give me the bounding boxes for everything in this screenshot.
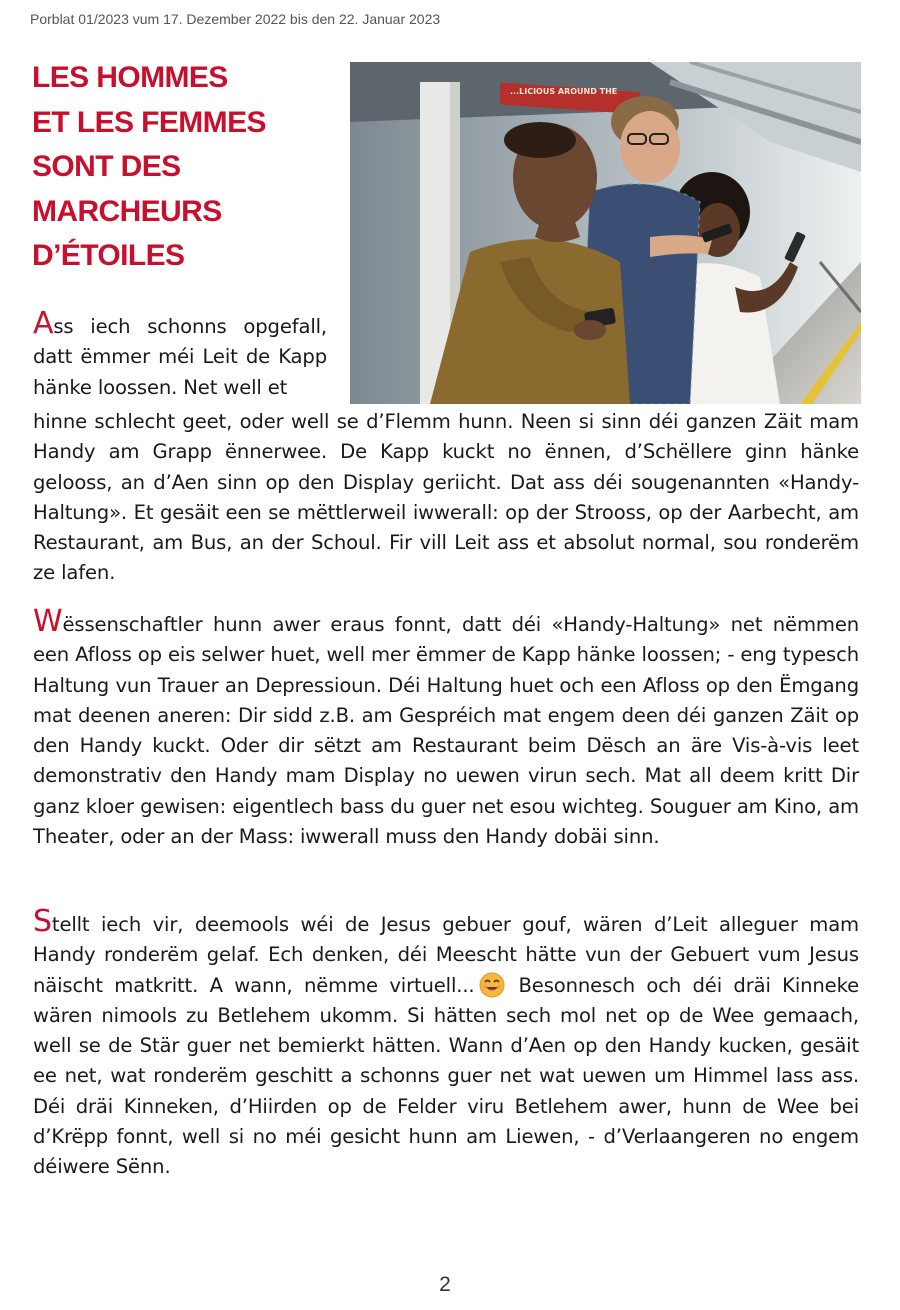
page-header: Porblat 01/2023 vum 17. Dezember 2022 bis den 22. Januar 2023 [30, 11, 441, 27]
paragraph-1-text-a: ss iech schonns opgefall, datt ëmmer méi Leit de Kapp hänke loossen. Net well et [33, 315, 327, 399]
paragraph-2 [33, 604, 859, 852]
page-number: 2 [439, 1273, 451, 1296]
dropcap-a: A [33, 306, 54, 341]
photo-sign-text: ...LICIOUS AROUND THE [510, 87, 618, 96]
paragraph-3-text-before: tellt iech vir, deemools wéi de Jesus gebuer gouf, wären d’Leit alleguer mam Handy ronderëm gelaf. Ech denken, déi Meescht hätte vun der Gebuert vum Jesus näischt matkritt. A wann, nëmme virtuell... [33, 913, 859, 997]
title-line: MARCHEURS [32, 194, 222, 228]
title-line: ET LES FEMMES [32, 105, 266, 139]
paragraph-3 [33, 904, 859, 1183]
dropcap-s: S [33, 904, 52, 939]
paragraph-2-text: ëssenschaftler hunn awer eraus fonnt, datt déi «Handy-Haltung» net nëmmen een Afloss op eis selwer huet, well mer ëmmer de Kapp hänke loossen; - eng typesch Haltung vun Trauer an Depressioun. Déi Haltung huet och een Afloss op den Ëmgang mat deenen aneren: Dir sidd z.B. am Gespréich mat engem deen déi ganzen Zäit op den Handy kuckt. Oder dir sëtzt am Restaurant beim Dësch an äre Vis-à-vis leet demonstrativ den Handy mam Display no uewen virun sech. Mat all deem kritt Dir ganz kloer gewisen: eigentlech bass du guer net esou wichteg. Souguer am Kino, am Theater, oder an der Mass: iwwerall muss den Handy dobäi sinn. [33, 613, 859, 849]
paragraph-1-intro [33, 306, 327, 403]
winking-smiley-icon [479, 972, 505, 998]
title-line: LES HOMMES [32, 61, 228, 94]
article-photo [350, 62, 861, 404]
article-title [32, 56, 332, 279]
dropcap-w: W [33, 604, 63, 639]
photo-people-with-phones [350, 62, 861, 404]
title-line: SONT DES [32, 150, 181, 183]
title-line: D’ÉTOILES [32, 239, 185, 272]
paragraph-3-text-after: Besonnesch och déi dräi Kinneke wären nimools zu Betlehem ukomm. Si hätten sech mol net op de Wee gemaach, well se de Stär guer net bemierkt hätten. Wann d’Aen op den Handy kucken, gesäit ee net, wat ronderëm geschitt a schonns guer net wat uewen um Himmel lass ass. Déi dräi Kinneken, d’Hiirden op de Felder viru Betlehem awer, hunn de Wee bei d’Krëpp fonnt, well si no méi gesicht hunn am Liewen, - d’Verlaangeren no engem déiwere Sënn. [33, 973, 859, 1179]
paragraph-1-continued: hinne schlecht geet, oder well se d’Flemm hunn. Neen si sinn déi ganzen Zäit mam Handy am Grapp ënnerwee. De Kapp kuckt no ënnen, d’Schëllere ginn hänke gelooss, an d’Aen sinn op den Display geriicht. Dat ass déi sougenannten «Handy-Haltung». Et gesäit een se mëttlerweil iwwerall: op der Strooss, op der Aarbecht, am Restaurant, am Bus, an der Schoul. Fir vill Leit ass et absolut normal, sou ronderëm ze lafen. [33, 410, 859, 585]
